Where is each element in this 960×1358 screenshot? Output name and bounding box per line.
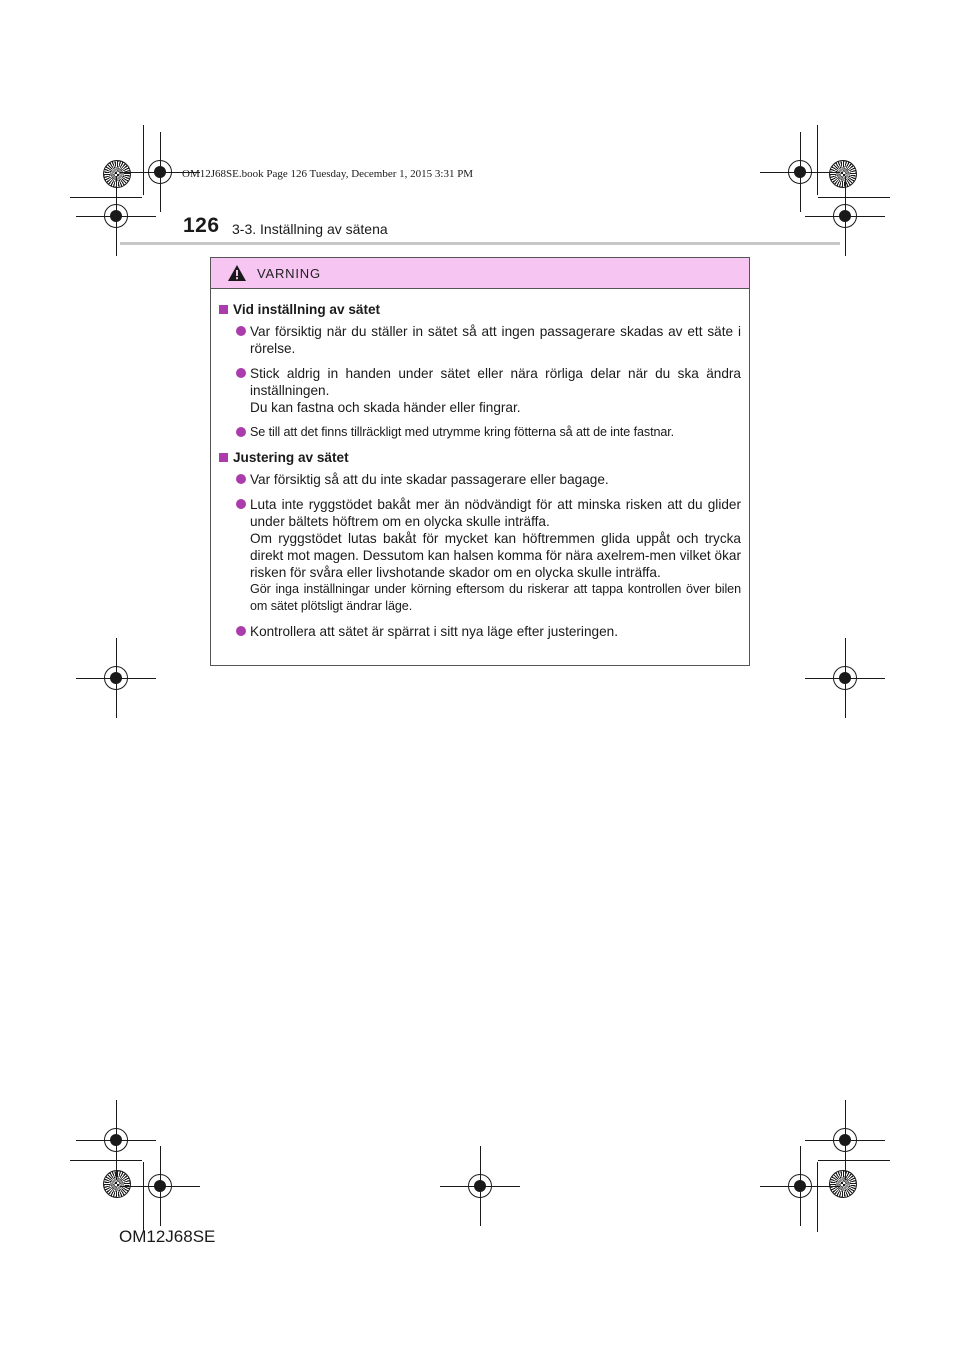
crop-mark [143,125,144,195]
warning-body [211,289,749,640]
circle-bullet-icon [236,499,246,509]
list-item-text: Var försiktig så att du inte skadar passagerare eller bagage. [250,472,609,487]
circle-bullet-icon [236,326,246,336]
header-rule [120,242,840,245]
section-heading-text: Justering av sätet [233,450,349,465]
circle-bullet-icon [236,474,246,484]
list-item [219,365,741,416]
crop-mark [70,1160,142,1161]
list-item-text: Du kan fastna och skada händer eller fingrar. [250,400,521,415]
section-heading [219,301,741,318]
section-title: 3-3. Inställning av sätena [232,221,388,237]
list-item [219,323,741,357]
warning-header [211,258,749,289]
list-item-text: Om ryggstödet lutas bakåt för mycket kan höftremmen glida uppåt och trycka direkt mot magen. Dessutom kan halsen komma för nära axelrem-men vilket ökar risken för svåra eller livshotande skador om en olycka skulle inträffa. [250,531,741,580]
list-item [219,623,741,640]
book-stamp: OM12J68SE.book Page 126 Tuesday, December 1, 2015 3:31 PM [182,168,474,180]
warning-triangle-icon [227,264,247,282]
sunburst-mark-icon [829,160,857,188]
crop-mark [817,1162,818,1232]
list-item-text: Gör inga inställningar under körning eftersom du riskerar att tappa kontrollen över bilen om sätet plötsligt ändrar läge. [250,582,741,613]
warning-title: VARNING [257,265,321,281]
square-bullet-icon [219,305,228,314]
list-item-text: Var försiktig när du ställer in sätet så att ingen passagerare skadas av ett säte i rörelse. [250,324,741,356]
circle-bullet-icon [236,368,246,378]
list-item-text: Stick aldrig in handen under sätet eller nära rörliga delar när du ska ändra inställningen. [250,366,741,398]
sunburst-mark-icon [103,1170,131,1198]
list-item [219,424,741,441]
list-item-text: Luta inte ryggstödet bakåt mer än nödvändigt för att minska risken att du glider under bältets höftrem om en olycka skulle inträffa. [250,497,741,529]
crop-mark [818,1160,890,1161]
list-item-text: Kontrollera att sätet är spärrat i sitt nya läge efter justeringen. [250,624,618,639]
list-item [219,471,741,488]
document-code: OM12J68SE [119,1227,216,1246]
circle-bullet-icon [236,427,246,437]
crop-mark [817,125,818,195]
sunburst-mark-icon [829,1170,857,1198]
square-bullet-icon [219,453,228,462]
section-heading-text: Vid inställning av sätet [233,302,381,317]
list-item-text: Se till att det finns tillräckligt med utrymme kring fötterna så att de inte fastnar. [250,425,675,439]
list-item [219,496,741,615]
crop-mark [143,1162,144,1232]
section-heading [219,449,741,466]
warning-box [210,257,750,666]
sunburst-mark-icon [103,160,131,188]
crop-mark [70,197,142,198]
crop-mark [818,197,890,198]
circle-bullet-icon [236,626,246,636]
page-number: 126 [183,214,220,237]
